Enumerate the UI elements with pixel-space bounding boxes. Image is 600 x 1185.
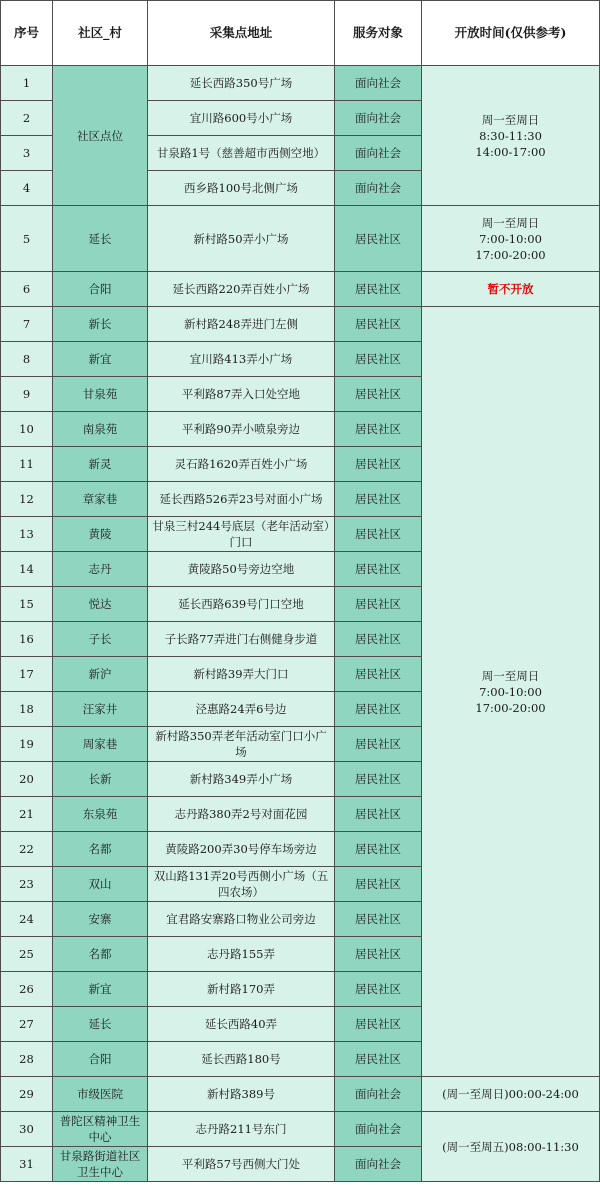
row-community: 新宜: [53, 342, 148, 377]
row-target: 居民社区: [335, 1007, 422, 1042]
table-row: [1, 307, 600, 342]
row-number: 12: [1, 482, 53, 517]
row-target: 居民社区: [335, 482, 422, 517]
row-community: 悦达: [53, 587, 148, 622]
row-address: 志丹路155弄: [148, 937, 335, 972]
header-address: 采集点地址: [148, 1, 335, 66]
row-address: 延长西路180号: [148, 1042, 335, 1077]
row-target: 居民社区: [335, 902, 422, 937]
closed-status: 暂不开放: [422, 272, 600, 307]
row-address: 子长路77弄进门右侧健身步道: [148, 622, 335, 657]
row-number: 14: [1, 552, 53, 587]
row-target: 居民社区: [335, 937, 422, 972]
row-community: 新灵: [53, 447, 148, 482]
row-target: 面向社会: [335, 101, 422, 136]
row-community: 南泉苑: [53, 412, 148, 447]
row-address: 灵石路1620弄百姓小广场: [148, 447, 335, 482]
hours-group-4: (周一至周日)00:00-24:00: [422, 1077, 600, 1112]
row-target: 居民社区: [335, 206, 422, 272]
hours-line: 7:00-10:00: [479, 231, 542, 246]
row-address: 宜川路413弄小广场: [148, 342, 335, 377]
row-address: 宜君路安寨路口物业公司旁边: [148, 902, 335, 937]
row-target: 面向社会: [335, 171, 422, 206]
row-address: 新村路349弄小广场: [148, 762, 335, 797]
row-target: 居民社区: [335, 867, 422, 902]
hours-line: 周一至周日: [481, 668, 540, 683]
row-community: 双山: [53, 867, 148, 902]
row-community: 市级医院: [53, 1077, 148, 1112]
row-target: 居民社区: [335, 797, 422, 832]
row-number: 31: [1, 1147, 53, 1182]
row-target: 居民社区: [335, 272, 422, 307]
row-community: 社区点位: [53, 66, 148, 206]
row-address: 新村路170弄: [148, 972, 335, 1007]
hours-group-1: [422, 66, 600, 206]
row-community: 新宜: [53, 972, 148, 1007]
table-row: [1, 66, 600, 101]
row-target: 居民社区: [335, 692, 422, 727]
row-number: 16: [1, 622, 53, 657]
row-target: 居民社区: [335, 447, 422, 482]
row-number: 15: [1, 587, 53, 622]
row-address: 双山路131弄20号西侧小广场（五四农场）: [148, 867, 335, 902]
row-target: 面向社会: [335, 66, 422, 101]
row-number: 2: [1, 101, 53, 136]
row-community: 甘泉苑: [53, 377, 148, 412]
row-address: 甘泉三村244号底层（老年活动室）门口: [148, 517, 335, 552]
row-target: 居民社区: [335, 727, 422, 762]
row-address: 新村路50弄小广场: [148, 206, 335, 272]
hours-line: 7:00-10:00: [479, 684, 542, 699]
row-community: 合阳: [53, 272, 148, 307]
row-address: 延长西路350号广场: [148, 66, 335, 101]
row-target: 居民社区: [335, 657, 422, 692]
row-address: 黄陵路50号旁边空地: [148, 552, 335, 587]
row-community: 安寨: [53, 902, 148, 937]
hours-group-5: (周一至周五)08:00-11:30: [422, 1112, 600, 1182]
row-number: 11: [1, 447, 53, 482]
row-community: 名都: [53, 832, 148, 867]
row-number: 4: [1, 171, 53, 206]
row-number: 30: [1, 1112, 53, 1147]
row-address: 西乡路100号北侧广场: [148, 171, 335, 206]
row-number: 26: [1, 972, 53, 1007]
row-target: 居民社区: [335, 307, 422, 342]
row-address: 志丹路211号东门: [148, 1112, 335, 1147]
row-address: 新村路248弄进门左侧: [148, 307, 335, 342]
hours-line: 14:00-17:00: [475, 144, 546, 159]
row-address: 延长西路526弄23号对面小广场: [148, 482, 335, 517]
header-target: 服务对象: [335, 1, 422, 66]
hours-line: 8:30-11:30: [479, 128, 542, 143]
row-number: 28: [1, 1042, 53, 1077]
row-target: 居民社区: [335, 377, 422, 412]
row-target: 居民社区: [335, 832, 422, 867]
row-target: 居民社区: [335, 762, 422, 797]
table-row: [1, 1112, 600, 1147]
row-community: 汪家井: [53, 692, 148, 727]
row-target: 面向社会: [335, 1112, 422, 1147]
header-community: 社区_村: [53, 1, 148, 66]
row-address: 泾惠路24弄6号边: [148, 692, 335, 727]
row-community: 新沪: [53, 657, 148, 692]
row-community: 延长: [53, 1007, 148, 1042]
row-community: 子长: [53, 622, 148, 657]
row-community: 章家巷: [53, 482, 148, 517]
row-number: 27: [1, 1007, 53, 1042]
row-number: 18: [1, 692, 53, 727]
row-community: 志丹: [53, 552, 148, 587]
row-number: 22: [1, 832, 53, 867]
row-address: 黄陵路200弄30号停车场旁边: [148, 832, 335, 867]
row-target: 面向社会: [335, 136, 422, 171]
row-community: 黄陵: [53, 517, 148, 552]
row-target: 居民社区: [335, 622, 422, 657]
header-number: 序号: [1, 1, 53, 66]
table-row: [1, 206, 600, 272]
row-address: 新村路389号: [148, 1077, 335, 1112]
table-row: [1, 272, 600, 307]
hours-line: 周一至周日: [481, 112, 540, 127]
header-hours: 开放时间(仅供参考): [422, 1, 600, 66]
row-number: 7: [1, 307, 53, 342]
row-address: 平利路57号西侧大门处: [148, 1147, 335, 1182]
row-number: 17: [1, 657, 53, 692]
row-number: 3: [1, 136, 53, 171]
row-address: 平利路87弄入口处空地: [148, 377, 335, 412]
row-number: 24: [1, 902, 53, 937]
row-number: 25: [1, 937, 53, 972]
row-community: 普陀区精神卫生中心: [53, 1112, 148, 1147]
row-number: 20: [1, 762, 53, 797]
row-number: 21: [1, 797, 53, 832]
row-address: 平利路90弄小喷泉旁边: [148, 412, 335, 447]
row-community: 甘泉路街道社区卫生中心: [53, 1147, 148, 1182]
table-header-row: [1, 1, 600, 66]
row-target: 居民社区: [335, 1042, 422, 1077]
row-number: 13: [1, 517, 53, 552]
row-community: 合阳: [53, 1042, 148, 1077]
row-address: 延长西路220弄百姓小广场: [148, 272, 335, 307]
row-address: 延长西路40弄: [148, 1007, 335, 1042]
row-target: 居民社区: [335, 342, 422, 377]
row-number: 19: [1, 727, 53, 762]
row-address: 甘泉路1号（慈善超市西侧空地）: [148, 136, 335, 171]
hours-group-2: [422, 206, 600, 272]
row-number: 23: [1, 867, 53, 902]
hours-line: 周一至周日: [481, 215, 540, 230]
row-community: 延长: [53, 206, 148, 272]
row-number: 9: [1, 377, 53, 412]
row-address: 延长西路639号门口空地: [148, 587, 335, 622]
row-number: 1: [1, 66, 53, 101]
row-address: 宜川路600号小广场: [148, 101, 335, 136]
row-target: 面向社会: [335, 1077, 422, 1112]
row-number: 10: [1, 412, 53, 447]
row-number: 5: [1, 206, 53, 272]
row-number: 29: [1, 1077, 53, 1112]
hours-line: 17:00-20:00: [475, 247, 546, 262]
row-target: 面向社会: [335, 1147, 422, 1182]
row-target: 居民社区: [335, 552, 422, 587]
row-number: 8: [1, 342, 53, 377]
table-row: [1, 1077, 600, 1112]
row-community: 周家巷: [53, 727, 148, 762]
row-address: 新村路350弄老年活动室门口小广场: [148, 727, 335, 762]
row-target: 居民社区: [335, 972, 422, 1007]
row-number: 6: [1, 272, 53, 307]
hours-line: 17:00-20:00: [475, 700, 546, 715]
hours-group-3: [422, 307, 600, 1077]
row-target: 居民社区: [335, 412, 422, 447]
row-community: 长新: [53, 762, 148, 797]
row-address: 新村路39弄大门口: [148, 657, 335, 692]
row-community: 东泉苑: [53, 797, 148, 832]
row-target: 居民社区: [335, 517, 422, 552]
row-community: 新长: [53, 307, 148, 342]
row-community: 名都: [53, 937, 148, 972]
row-address: 志丹路380弄2号对面花园: [148, 797, 335, 832]
row-target: 居民社区: [335, 587, 422, 622]
